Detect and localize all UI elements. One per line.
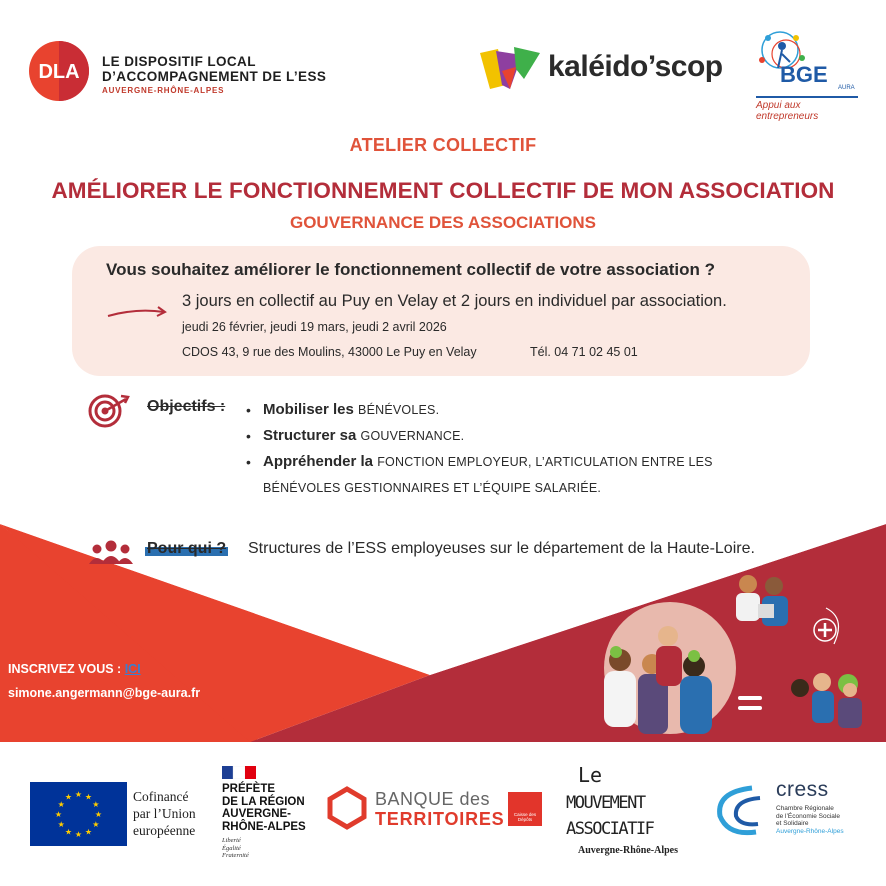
people-illustration [590,568,886,740]
kaleidoscop-logo [480,45,542,93]
info-phone: Tél. 04 71 02 45 01 [530,345,638,359]
info-format: 3 jours en collectif au Puy en Velay et 2 jours en individuel par association. [182,292,727,310]
list-item [246,397,746,423]
cress-description [776,805,844,835]
eu-line-3: européenne [133,823,196,838]
prefecture-motto [222,837,249,860]
mouvement-line-2: MOUVEMENT [566,793,645,813]
kaleidoscop-wordmark: kaléido’scop [548,50,723,83]
objective-subject: FONCTION EMPLOYEUR, L’ARTICULATION ENTRE LES BÉNÉVOLES GESTIONNAIRES ET L’ÉQUIPE SALARIÉE. [263,455,713,495]
banque-line-1: BANQUE des [375,789,491,809]
eu-star-icon: ★ [94,810,103,819]
mouvement-line-3: ASSOCIATIF [566,819,654,839]
objective-subject: BÉNÉVOLES. [358,403,440,417]
eu-star-icon: ★ [57,800,65,809]
mouvement-line-1: Le [578,763,603,787]
mouvement-region: Auvergne-Rhône-Alpes [578,845,678,856]
info-question: Vous souhaitez améliorer le fonctionnement collectif de votre association ? [106,260,715,279]
eu-star-icon: ★ [92,800,100,809]
atelier-label: ATELIER COLLECTIF [349,135,537,155]
prefecture-line-4: RHÔNE-ALPES [222,820,306,833]
marianne-flag-icon [222,766,256,779]
prefecture-logo-text [222,783,306,833]
eu-star-icon: ★ [84,792,93,802]
bge-wordmark: BGE [780,62,828,87]
motto-fraternite: Fraternité [222,852,249,859]
motto-egalite: Égalité [222,844,241,852]
objectives-list [246,397,746,501]
cress-line-1: Chambre Régionale [776,805,834,812]
dla-logo [28,40,90,102]
info-dates: jeudi 26 février, jeudi 19 mars, jeudi 2 avril 2026 [182,320,447,334]
people-group-icon [88,540,134,566]
arrow-right-icon [106,304,168,320]
eu-star-icon: ★ [57,820,65,829]
bge-suffix: AURA [838,85,855,91]
cress-logo [712,782,774,838]
contact-email[interactable]: simone.angermann@bge-aura.fr [8,686,201,700]
list-item [246,449,746,501]
dla-wordmark [102,54,326,95]
registration-line [8,662,141,676]
banque-territoires-logo [326,786,368,830]
registration-link[interactable]: ICI [124,662,141,676]
dla-region: AUVERGNE-RHÔNE-ALPES [102,86,225,95]
eu-star-icon: ★ [64,827,73,837]
audience-label: Pour qui ? [147,540,227,557]
cress-line-2: de l’Économie Sociale [776,812,840,820]
dla-line-2: D’ACCOMPAGNEMENT DE L’ESS [102,69,327,84]
eu-star-icon: ★ [74,790,83,799]
audience-text: Structures de l’ESS employeuses sur le département de la Haute-Loire. [248,540,755,557]
list-item [246,423,746,449]
objective-verb: Structurer sa [263,427,357,444]
info-location: CDOS 43, 9 rue des Moulins, 43000 Le Puy en Velay [182,345,477,359]
mouvement-associatif-logo [560,760,708,840]
eu-flag-icon [30,782,127,846]
objective-verb: Mobiliser les [263,401,354,418]
motto-liberte: Liberté [222,837,241,844]
eu-star-icon: ★ [54,810,63,819]
bge-tagline: Appui aux entrepreneurs [756,96,858,122]
target-icon [88,394,130,428]
eu-star-icon: ★ [84,827,93,837]
cress-wordmark: cress [776,778,829,801]
cress-line-3: et Solidaire [776,820,809,827]
objective-verb: Appréhender la [263,453,374,470]
dla-line-1: LE DISPOSITIF LOCAL [102,54,256,69]
eu-line-1: Cofinancé [133,789,189,804]
eu-line-2: par l’Union [133,806,196,821]
eu-star-icon: ★ [92,820,100,829]
dla-badge-text: DLA [38,61,80,83]
eu-star-icon: ★ [64,792,73,802]
sub-title: GOUVERNANCE DES ASSOCIATIONS [289,213,597,232]
eu-cofinance-text [133,788,196,839]
cress-region: Auvergne-Rhône-Alpes [776,827,844,835]
main-title: AMÉLIORER LE FONCTIONNEMENT COLLECTIF DE MON ASSOCIATION [51,178,835,203]
objective-subject: GOUVERNANCE. [360,429,465,443]
banque-line-2: TERRITOIRES [375,809,505,829]
eu-star-icon: ★ [74,830,83,839]
objectives-label: Objectifs : [147,398,226,415]
prefecture-line-2: DE LA RÉGION [222,795,305,808]
caisse-depots-logo: Caisse des Dépôts [508,792,542,826]
registration-label: INSCRIVEZ VOUS : [8,662,122,676]
prefecture-line-3: AUVERGNE- [222,808,292,820]
prefecture-line-1: PRÉFÈTE [222,783,276,795]
